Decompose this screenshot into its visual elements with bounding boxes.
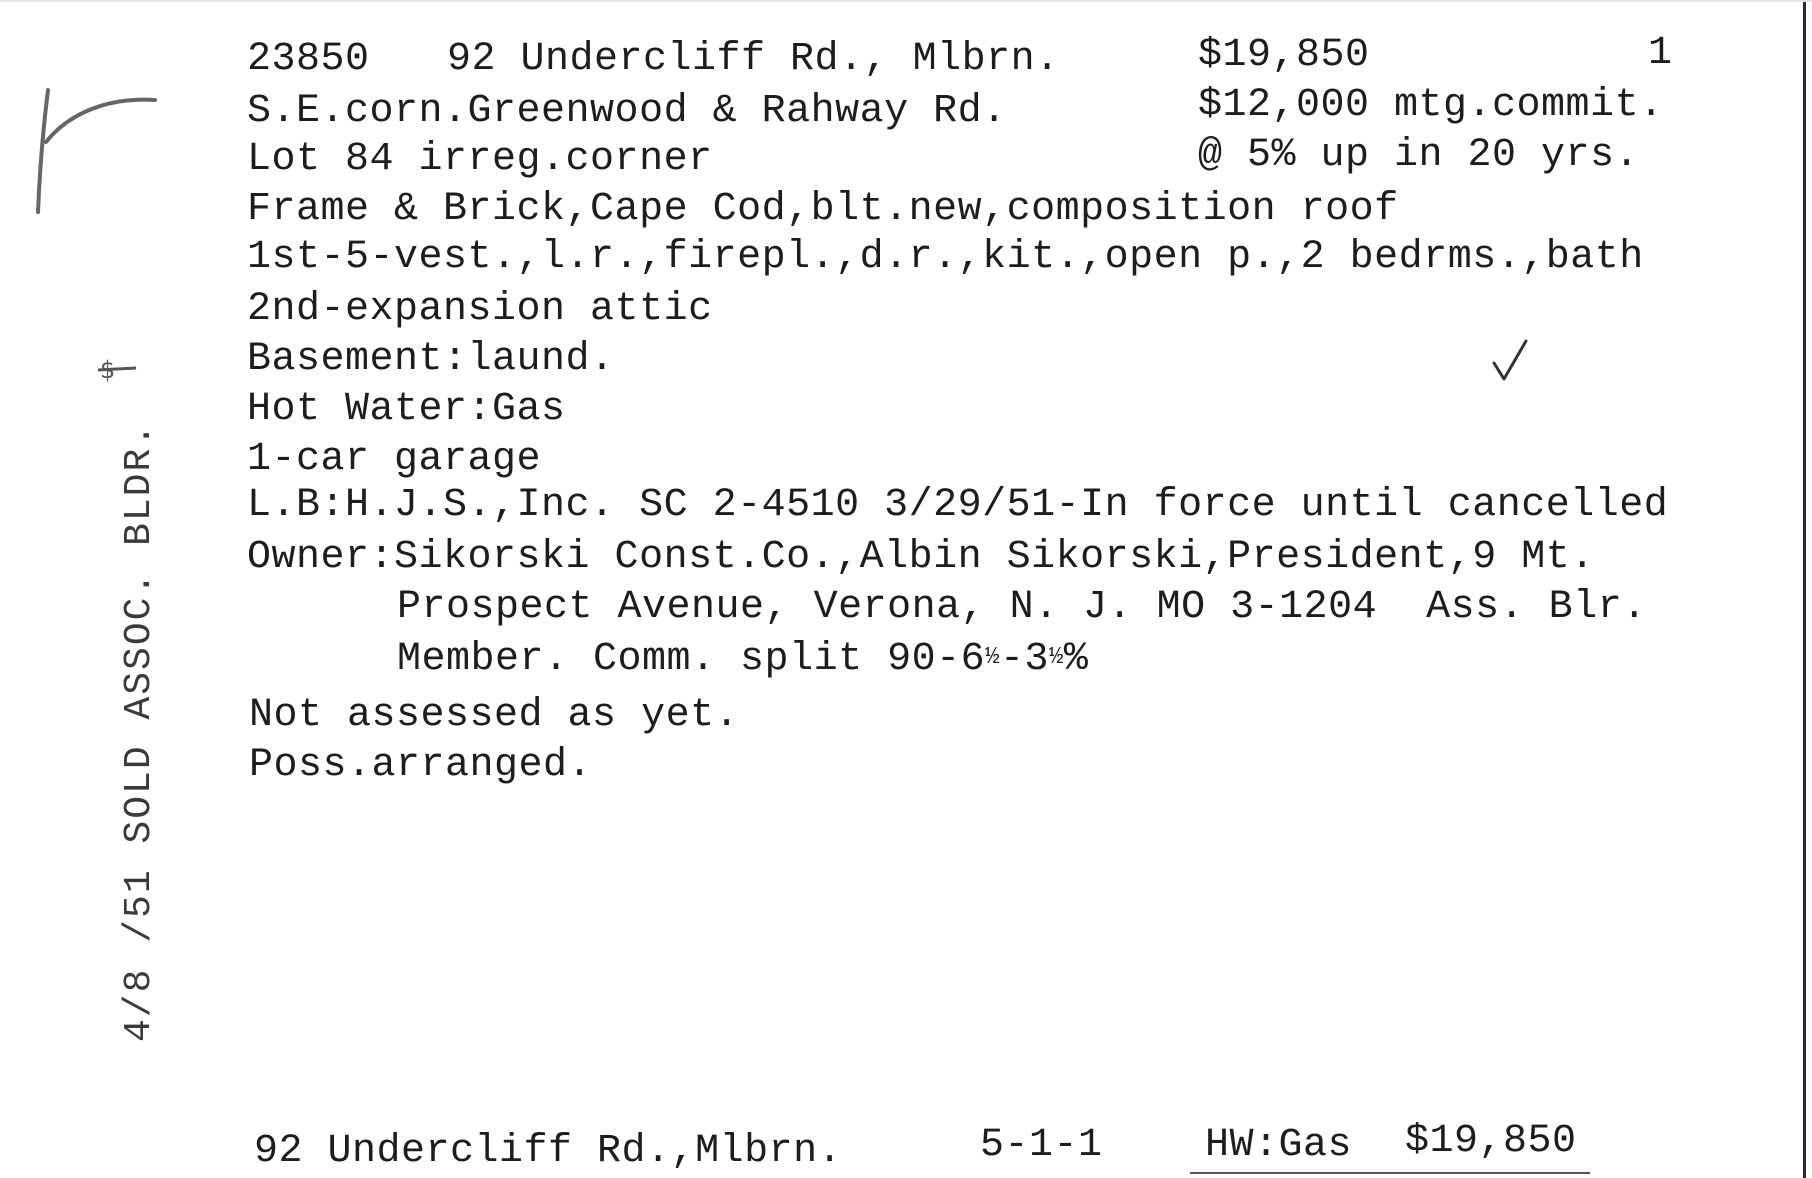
footer-price: $19,850 [1405,1119,1577,1164]
owner-line-1: Owner:Sikorski Const.Co.,Albin Sikorski,President,9 Mt. [247,535,1595,580]
basement: Basement:laund. [247,337,615,382]
card-number: 1 [1648,31,1673,76]
handwritten-r-mark [30,82,160,222]
commission-split-suffix: % [1063,637,1089,682]
listing-broker: L.B:H.J.S.,Inc. SC 2-4510 3/29/51-In force until cancelled [247,483,1669,528]
footer-address: 92 Undercliff Rd.,Mlbrn. [254,1129,843,1174]
commission-split-mid: -3 [1000,637,1050,682]
location: S.E.corn.Greenwood & Rahway Rd. [247,89,1007,134]
hot-water: Hot Water:Gas [247,387,566,432]
footer-heat: HW:Gas [1205,1123,1353,1168]
garage: 1-car garage [247,437,542,482]
listing-number: 23850 [247,37,370,82]
construction: Frame & Brick,Cape Cod,blt.new,composition roof [247,187,1399,232]
footer-rule [1190,1172,1590,1174]
fraction-half: ½ [1049,644,1064,671]
sold-stamp: 4/8 /51 SOLD ASSOC. BLDR. [118,421,161,1042]
footer-rooms: 5-1-1 [980,1123,1103,1168]
checkmark-icon [1490,337,1530,385]
mortgage-terms: @ 5% up in 20 yrs. [1198,133,1640,178]
commission-split-prefix: Member. Comm. split 90-6 [397,637,986,682]
lot-description: Lot 84 irreg.corner [247,137,713,182]
listing-address: 92 Undercliff Rd., Mlbrn. [447,37,1060,82]
possession: Poss.arranged. [249,743,593,788]
second-floor: 2nd-expansion attic [247,287,713,332]
struck-dollar-mark [98,354,138,384]
first-floor: 1st-5-vest.,l.r.,firepl.,d.r.,kit.,open p.,2 bedrms.,bath [247,235,1644,280]
listing-price: $19,850 [1198,33,1370,78]
fraction-half: ½ [985,644,1000,671]
assessment: Not assessed as yet. [249,693,740,738]
owner-line-3 [397,634,1088,684]
mortgage-commitment: $12,000 mtg.commit. [1198,83,1664,128]
owner-line-2: Prospect Avenue, Verona, N. J. MO 3-1204 Ass. Blr. [397,585,1647,630]
